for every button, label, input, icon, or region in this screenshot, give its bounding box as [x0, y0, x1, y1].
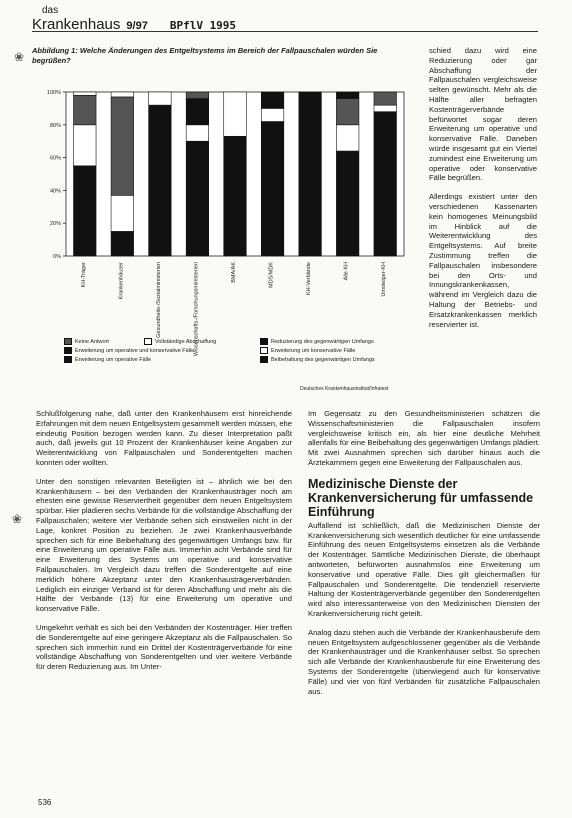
- bar-segment: [74, 125, 97, 166]
- legend-item: [64, 347, 194, 355]
- paragraph: Analog dazu stehen auch die Verbände der Krankenhausberufe dem neuen Entgeltsystem aufgeschlossener gegenüber als die Verbände der Krankenhausträger und die Krankenhäuser selbst. So sprechen sich alle Verbände der Krankenhausberufe für eine Erweiterung des Systems der Sonderentgelte (überwiegend auch für konservative Fälle) und vier von fünf Verbänden für zusätzliche Fallpauschalen aus.: [308, 627, 540, 696]
- legend-swatch: [260, 347, 268, 354]
- bar-segment: [74, 166, 97, 256]
- bar-segment: [224, 136, 247, 256]
- y-tick-label: 100%: [46, 90, 61, 96]
- bar-segment: [186, 99, 209, 125]
- bar-segment: [224, 92, 247, 136]
- bar-segment: [111, 195, 134, 231]
- legend-item: [260, 347, 355, 355]
- bar-segment: [149, 105, 172, 256]
- x-tick-label: KH-Träger: [80, 262, 87, 288]
- x-tick-label: KH-Verbände: [306, 262, 313, 296]
- bar-segment: [111, 92, 134, 97]
- legend-label: Erweiterung um operative und konservative Fälle: [75, 348, 195, 354]
- y-tick-label: 20%: [49, 221, 61, 228]
- bar-segment: [111, 231, 134, 256]
- y-tick-label: 0%: [53, 254, 61, 260]
- paragraph: schied dazu wird eine Reduzierung oder gar Abschaffung der Fallpauschalen vergleichsweise selten gewünscht. Mehr als die Hälfte aller befragten Kostenträgerverbände befürwortet sogar deren Erweiterung um operative und konservative Fälle. Daneben würde insgesamt gut ein Viertel zumindest eine Erweiterung um operative oder konservative Fälle begrüßen.: [429, 46, 537, 183]
- x-tick-label: Alle KH: [343, 262, 350, 281]
- bar-segment: [111, 97, 134, 195]
- bar-segment: [261, 92, 284, 108]
- bar-segment: [186, 125, 209, 141]
- margin-mark-icon: ❀: [14, 50, 25, 64]
- y-tick-label: 40%: [49, 188, 61, 195]
- x-tick-label: MDS/MDK: [268, 262, 275, 288]
- text-column-left: [36, 409, 292, 681]
- paragraph: Schlußfolgerung nahe, daß unter den Krankenhäusern erst hinreichende Erfahrungen mit dem neuen Entgeltsystem gesammelt werden müssen, ehe eindeutig Position bezogen werden kann. Zu dieser Interpretation paßt auch, daß jeweils gut 10 Prozent der Krankenhäuser keine Angaben zur Weiterentwicklung von Fallpauschalen und Sonderentgelten machen konnten oder wollten.: [36, 409, 292, 467]
- y-tick-label: 80%: [49, 122, 61, 129]
- x-tick-label: Umsteiger-KH: [381, 262, 388, 297]
- header-das: das: [42, 5, 59, 16]
- paragraph: Unter den sonstigen relevanten Beteiligten ist – ähnlich wie bei den Krankenhäusern – bei den Verbänden der Krankenhausträger noch am ehesten eine gewisse Reserviertheit gegenüber dem neuen Entgeltsystem spürbar. Hier plädieren sechs Verbände für die vollständige Abschaffung der Fallpauschalen; weitere vier Verbände sehen sich einstweilen nicht in der Lage, konkret Position zu beziehen. Je zwei Krankenhausverbände sprechen sich für eine Beibehaltung des gegenwärtigen Umfangs bzw. für eine Erweiterung um operative Fälle aus. Immerhin acht Verbände sind für eine Erweiterung des Systems um operative und konservative Fallpauschalen. Im Vergleich dazu treffen die Sonderentgelte auf eine merklich höhere Akzeptanz unter den Krankenhausträgerverbänden. Lediglich ein einziger Verband ist für deren Abschaffung und mehr als die Hälfte der Verbände (13) für eine Erweiterung um operative und konservative Fälle.: [36, 476, 292, 614]
- bar-segment: [149, 92, 172, 105]
- header-rule: [32, 31, 538, 32]
- bar-segment: [261, 122, 284, 256]
- section-heading: Medizinische Dienste der Krankenversicherung für umfassende Einführung: [308, 476, 534, 519]
- text-column-right-top: [429, 46, 537, 338]
- legend-item: [64, 338, 109, 346]
- bar-segment: [299, 92, 322, 256]
- bar-segment: [336, 92, 359, 99]
- y-tick-label: 60%: [49, 155, 61, 162]
- legend-item: [64, 356, 151, 364]
- bar-segment: [374, 105, 397, 112]
- legend-swatch: [260, 356, 268, 363]
- paragraph: Umgekehrt verhält es sich bei den Verbänden der Kostenträger. Hier treffen die Sonderentgelte auf eine geringere Akzeptanz als die Fallpauschalen. So sprechen sich immerhin rund ein Drittel der Kostenträgerverbände für eine vollständige Abschaffung von Sonderentgelten und vier weitere Verbände für deren Reduzierung aus. Im Unter-: [36, 622, 292, 672]
- legend-item: [260, 338, 374, 346]
- bar-segment: [186, 141, 209, 256]
- x-tick-label: Gesundheits-/Sozialministerien: [155, 262, 162, 338]
- legend-label: Vollständige Abschaffung: [155, 339, 217, 345]
- margin-mark-icon: ❀: [12, 512, 23, 526]
- legend-swatch: [144, 338, 152, 345]
- bar-segment: [186, 92, 209, 99]
- bar-segment: [374, 92, 397, 105]
- paragraph: Im Gegensatz zu den Gesundheitsministerien schätzen die Wissenschaftsministerien die Fallpauschalen insofern vergleichsweise kritisch ein, als hier eine deutliche Mehrheit allenfalls für eine Beibehaltung des gegenwärtigen Umfangs plädiert. Mit zwei Ausnahmen sprechen sich darüber hinaus auch die Ärztekammern gegen eine Erweiterung der Fallpauschalen aus.: [308, 409, 540, 467]
- legend-label: Keine Antwort: [75, 339, 109, 345]
- page-number: 536: [38, 798, 52, 807]
- section-tag: BPflV 1995: [169, 19, 237, 32]
- bar-segment: [336, 125, 359, 151]
- legend-swatch: [64, 356, 72, 363]
- legend-label: Erweiterung um konservative Fälle: [271, 348, 356, 354]
- text-column-right: [308, 409, 540, 705]
- bar-segment: [261, 108, 284, 121]
- x-tick-label: Krankenhäuser: [118, 262, 125, 300]
- bar-segment: [336, 99, 359, 125]
- issue-number: 9/97: [126, 20, 148, 32]
- legend-swatch: [64, 338, 72, 345]
- legend-label: Erweiterung um operative Fälle: [75, 357, 152, 363]
- paragraph: Auffallend ist schließlich, daß die Medizinischen Dienste der Krankenversicherung sich wesentlich deutlicher für eine umfassende Einführung des neuen Entgeltsystems einsetzen als die Verbände der Kostenträger. Sämtliche Medizinischen Dienste, die überhaupt antworteten, befürworten ausnahmslos eine Erweiterung um konservative und operative Fälle. Dies gilt gleichermaßen für Fallpauschalen und Sonderentgelte. Die tendenziell reservierte Haltung der Kostenträgerverbände gegenüber den Sonderentgelten wird also interessanterweise von den Medizinischen Diensten der Krankenversicherung nicht geteilt.: [308, 520, 540, 618]
- legend-label: Reduzierung des gegenwärtigen Umfangs: [271, 339, 374, 345]
- bar-segment: [374, 112, 397, 256]
- legend-swatch: [64, 347, 72, 354]
- journal-title: Krankenhaus: [32, 16, 121, 33]
- x-tick-label: Wissenschafts-/Forschungsministerien: [193, 262, 200, 357]
- bar-segment: [74, 95, 97, 125]
- legend-item: [144, 338, 216, 346]
- figure-source: Deutsches Krankenhausinstitut/Infratest: [300, 386, 389, 392]
- bar-segment: [74, 92, 97, 95]
- figure-caption: Abbildung 1: Welche Änderungen des Entgeltsystems im Bereich der Fallpauschalen würden Sie begrüßen?: [32, 46, 378, 65]
- x-tick-label: BMA/AK: [231, 262, 237, 283]
- legend-swatch: [260, 338, 268, 345]
- legend-item: [260, 356, 375, 364]
- bar-segment: [336, 151, 359, 256]
- legend-label: Beibehaltung des gegenwärtigen Umfangs: [271, 357, 375, 363]
- paragraph: Allerdings existiert unter den verschiedenen Kassenarten kein homogenes Meinungsbild im Hinblick auf die Weiterentwicklung des Entgeltsystems. Auf breite Zustimmung treffen die Fallpauschalen insbesondere bei den Orts- und Innungskrankenkassen, während im Vergleich dazu die Haltung der Betriebs- und Ersatzkrankenkassen merklich reservierter ist.: [429, 192, 537, 329]
